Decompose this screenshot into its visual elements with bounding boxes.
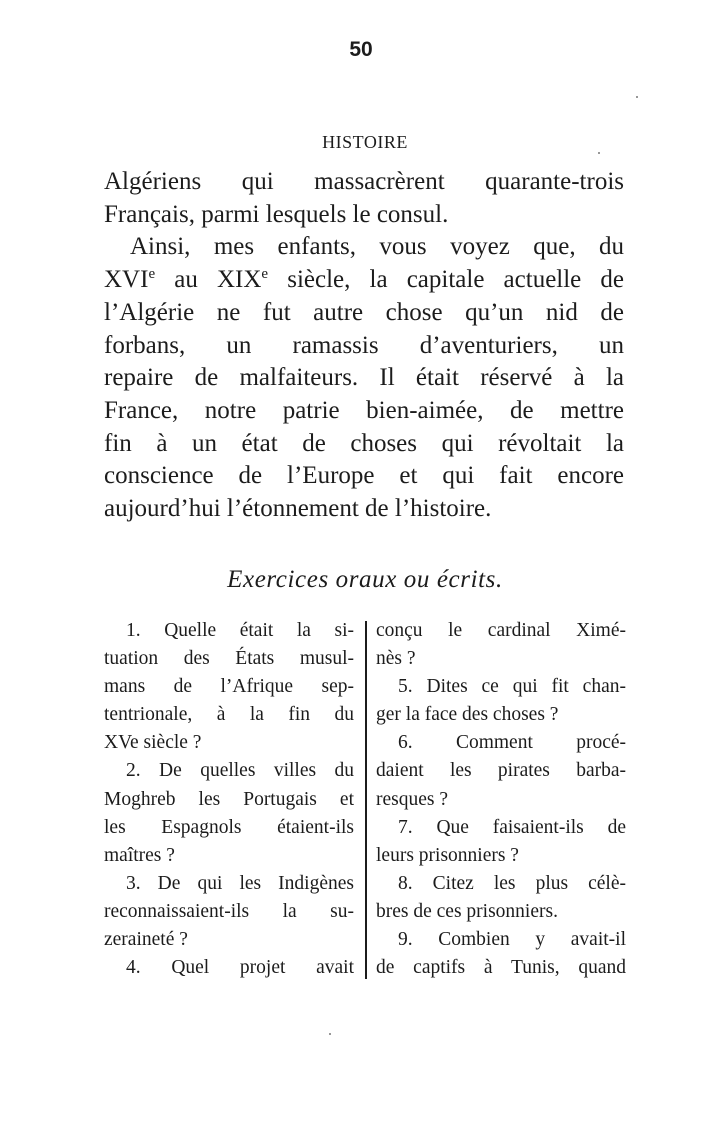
page-number: 50 xyxy=(349,38,373,61)
exercise-line: nès ? xyxy=(376,648,416,670)
body-line: forbans, un ramassis d’aventuriers, un xyxy=(104,331,624,359)
exercise-line: maîtres ? xyxy=(104,844,175,866)
body-line: Ainsi, mes enfants, vous voyez que, du xyxy=(130,233,624,261)
century-text: au XIX xyxy=(155,266,262,294)
body-line: Algériens qui massacrèrent quarante-trois xyxy=(104,168,624,195)
body-line: l’Algérie ne fut autre chose qu’un nid de xyxy=(104,298,624,326)
print-speck xyxy=(329,1033,331,1035)
exercise-line: 6. Comment procé- xyxy=(398,732,626,754)
body-line: aujourd’hui l’étonnement de l’histoire. xyxy=(104,495,492,523)
body-line: fin à un état de choses qui révoltait la xyxy=(104,429,624,457)
column-divider xyxy=(365,621,367,979)
exercise-line: 3. De qui les Indigènes xyxy=(126,872,354,894)
exercise-line: XVe siècle ? xyxy=(104,732,202,754)
exercises-right-column xyxy=(376,617,626,982)
exercise-line: bres de ces prisonniers. xyxy=(376,900,558,922)
exercise-line: 9. Combien y avait-il xyxy=(398,929,626,951)
body-line: conscience de l’Europe et qui fait encore xyxy=(104,462,624,490)
exercise-line: 1. Quelle était la si- xyxy=(126,620,354,641)
century-text: XVI xyxy=(104,266,149,294)
running-head: HISTOIRE xyxy=(322,132,408,152)
exercise-line: 7. Que faisaient-ils de xyxy=(398,816,626,838)
exercises-columns xyxy=(104,617,625,987)
exercise-line: de captifs à Tunis, quand xyxy=(376,957,626,979)
exercise-line: 8. Citez les plus célè- xyxy=(398,872,626,894)
exercise-line: reconnaissaient-ils la su- xyxy=(104,900,354,922)
exercise-line: conçu le cardinal Ximé- xyxy=(376,620,626,641)
body-line: repaire de malfaiteurs. Il était réservé à la xyxy=(104,364,624,392)
exercises-title: Exercices oraux ou écrits. xyxy=(227,566,503,593)
exercise-line: mans de l’Afrique sep- xyxy=(104,676,354,698)
print-speck xyxy=(636,96,638,98)
body-text-span: siècle, la capitale actuelle de xyxy=(268,266,625,294)
body-line: Français, parmi lesquels le consul. xyxy=(104,200,449,228)
exercises-left-column xyxy=(104,617,354,982)
exercise-line: Moghreb les Portugais et xyxy=(104,788,354,810)
superscript: e xyxy=(261,266,269,283)
exercise-line: 5. Dites ce qui fit chan- xyxy=(398,676,626,698)
exercise-line: 2. De quelles villes du xyxy=(126,760,354,782)
exercise-line: daient les pirates barba- xyxy=(376,760,626,782)
exercise-line: les Espagnols étaient-ils xyxy=(104,816,354,838)
exercise-line: resques ? xyxy=(376,788,449,810)
exercise-line: zeraineté ? xyxy=(104,929,188,951)
body-line: France, notre patrie bien-aimée, de mettre xyxy=(104,396,624,424)
exercise-line: tuation des États musul- xyxy=(104,648,354,670)
body-text xyxy=(104,166,624,526)
body-line xyxy=(104,264,624,297)
exercise-line: 4. Quel projet avait xyxy=(126,957,354,979)
superscript: e xyxy=(148,266,156,283)
print-speck xyxy=(598,152,600,154)
exercise-line: tentrionale, à la fin du xyxy=(104,704,354,726)
exercise-line: leurs prisonniers ? xyxy=(376,844,519,866)
exercise-line: ger la face des choses ? xyxy=(376,704,559,726)
